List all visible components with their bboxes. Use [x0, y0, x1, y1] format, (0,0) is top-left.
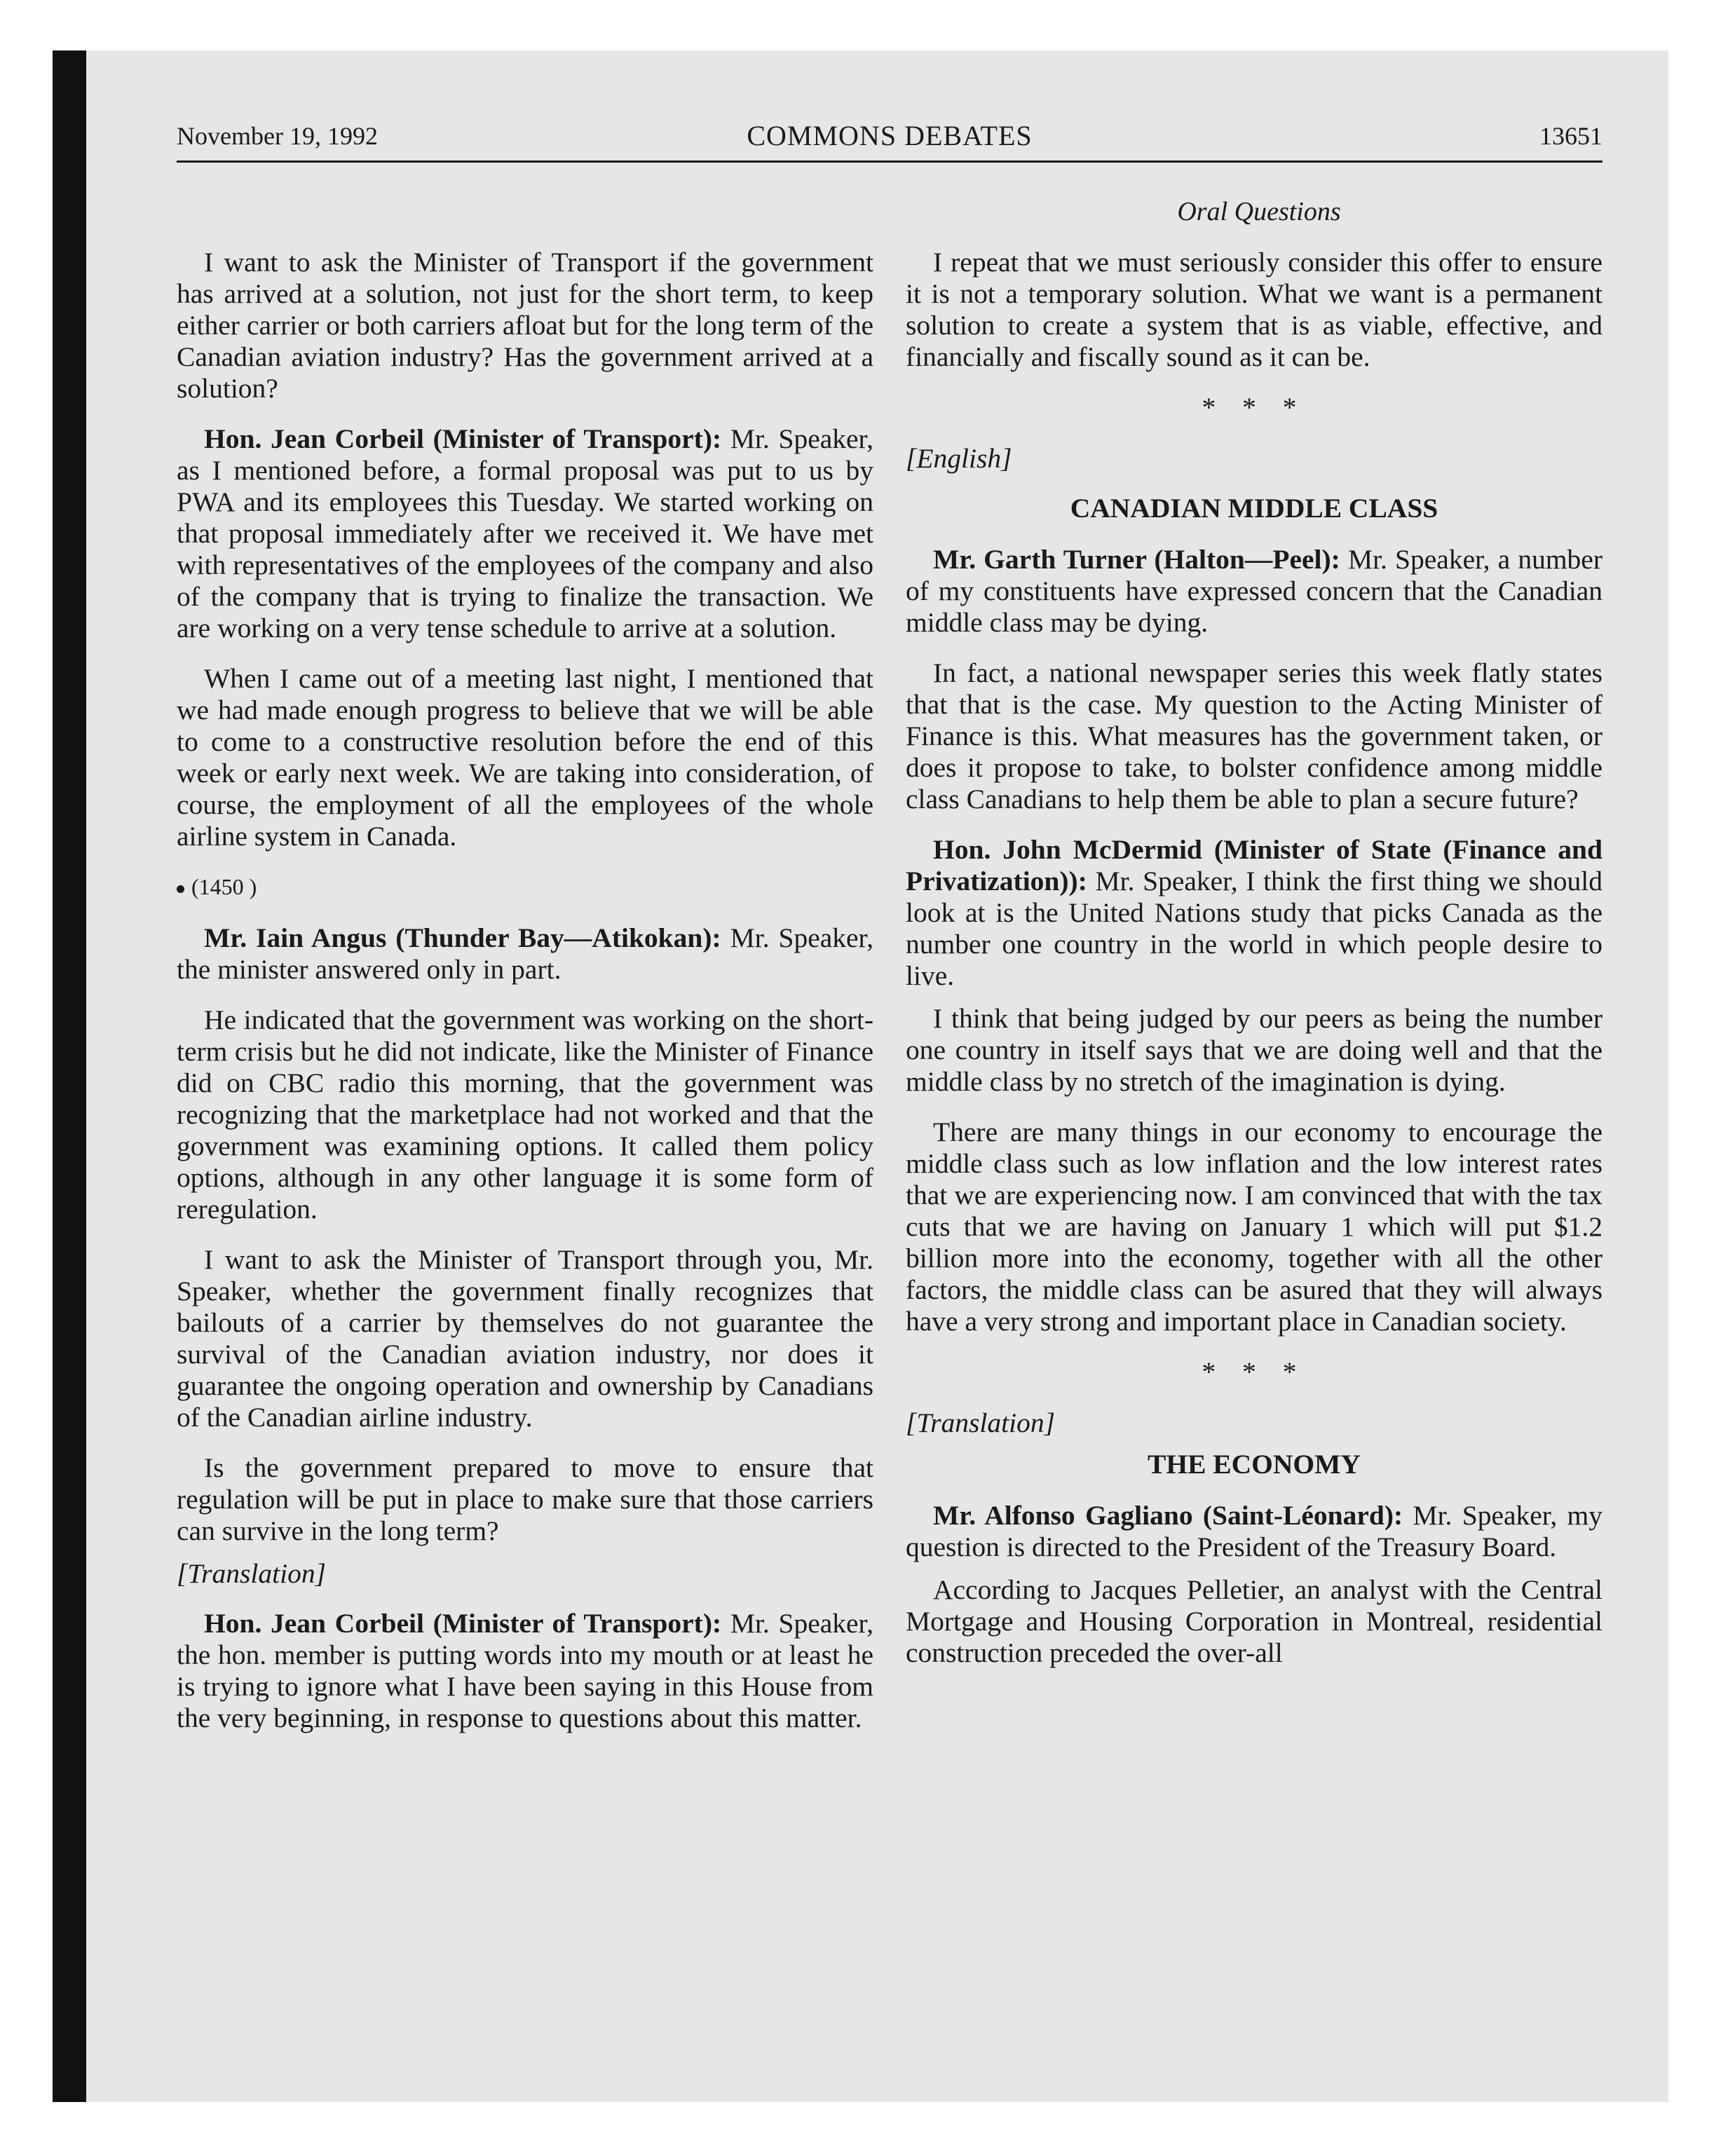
- speech-paragraph: [906, 834, 1603, 992]
- section-heading: THE ECONOMY: [1148, 1449, 1361, 1480]
- header-title: COMMONS DEBATES: [747, 120, 1033, 151]
- speech-paragraph: [177, 922, 873, 985]
- speaker-name: Hon. Jean Corbeil (Minister of Transport):: [204, 423, 722, 454]
- page-header: [177, 121, 1603, 163]
- paragraph: I repeat that we must seriously consider this offer to ensure it is not a temporary solution. What we want is a permanent solution to create a system that is as viable, effective, and financially and fiscally sound as it can be.: [906, 247, 1603, 372]
- timestamp: [177, 871, 873, 903]
- speech-paragraph: [177, 423, 873, 644]
- section-separator: * * *: [1202, 392, 1307, 423]
- speech-paragraph: [906, 544, 1603, 639]
- speech-text: Mr. Speaker, my question is directed to the President of the Treasury Board.: [906, 1500, 1603, 1562]
- paragraph: I want to ask the Minister of Transport through you, Mr. Speaker, whether the government finally recognizes that bailouts of a carrier by themselves do not guarantee the survival of the Canadian aviation industry, nor does it guarantee the ongoing operation and ownership by Canadians of the Canadian airline industry.: [177, 1244, 873, 1433]
- bullet-icon: [177, 885, 184, 893]
- right-column: [906, 247, 1603, 1688]
- timestamp-text: (1450 ): [191, 874, 257, 899]
- speech-text: Mr. Speaker, I think the first thing we should look at is the United Nations study that picks Canada as the number one country in the world in which people desire to live.: [906, 866, 1603, 991]
- scan-edge-shadow: [53, 50, 86, 2102]
- speaker-name: Hon. Jean Corbeil (Minister of Transport):: [204, 1608, 722, 1639]
- speech-text: Mr. Speaker, the hon. member is putting words into my mouth or at least he is trying to ignore what I have been saying in this House from the very beginning, in response to questions about this matter.: [177, 1608, 874, 1733]
- speech-paragraph: [177, 1608, 873, 1734]
- paragraph: In fact, a national newspaper series this week flatly states that that is the case. My question to the Acting Minister of Finance is this. What measures has the government taken, or does it propose to take, to bolster confidence among middle class Canadians to help them be able to plan a secure future?: [906, 657, 1603, 814]
- speech-text: Mr. Speaker, the minister answered only in part.: [177, 922, 874, 985]
- running-head: Oral Questions: [1177, 197, 1341, 226]
- paragraph: Is the government prepared to move to ensure that regulation will be put in place to make sure that those carriers can survive in the long term?: [177, 1452, 873, 1546]
- header-page-number: 13651: [1539, 122, 1603, 150]
- paragraph: According to Jacques Pelletier, an analyst with the Central Mortgage and Housing Corporation in Montreal, residential construction preceded the over-all: [906, 1574, 1603, 1668]
- speaker-name: Hon. John McDermid (Minister of State (Finance and Privatization)):: [906, 834, 1603, 896]
- speech-text: Mr. Speaker, a number of my constituents have expressed concern that the Canadian middle class may be dying.: [906, 544, 1603, 638]
- language-label: [Translation]: [177, 1558, 326, 1589]
- language-label: [English]: [906, 443, 1012, 474]
- section-heading: CANADIAN MIDDLE CLASS: [1070, 493, 1438, 524]
- speech-text: Mr. Speaker, as I mentioned before, a formal proposal was put to us by PWA and its employees this Tuesday. We started working on that proposal immediately after we received it. We have met with representatives of the employees of the company and also of the company that is trying to finalize the transaction. We are working on a very tense schedule to arrive at a solution.: [177, 423, 874, 643]
- left-column: [177, 247, 873, 1753]
- paragraph: When I came out of a meeting last night, I mentioned that we had made enough progress to believe that we will be able to come to a constructive resolution before the end of this week or early next week. We are taking into consideration, of course, the employment of all the employees of the whole airline system in Canada.: [177, 663, 873, 852]
- speaker-name: Mr. Alfonso Gagliano (Saint-Léonard):: [933, 1500, 1403, 1531]
- speaker-name: Mr. Garth Turner (Halton—Peel):: [933, 544, 1340, 575]
- paragraph: I think that being judged by our peers as being the number one country in itself says that we are doing well and that the middle class by no stretch of the imagination is dying.: [906, 1003, 1603, 1097]
- speaker-name: Mr. Iain Angus (Thunder Bay—Atikokan):: [204, 922, 721, 953]
- header-rule: [177, 161, 1603, 163]
- speech-paragraph: [906, 1500, 1603, 1563]
- paragraph: He indicated that the government was working on the short-term crisis but he did not indicate, like the Minister of Finance did on CBC radio this morning, that the government was recognizing that the marketplace had not worked and that the government was examining options. It called them policy options, although in any other language it is some form of reregulation.: [177, 1004, 873, 1224]
- paragraph: There are many things in our economy to encourage the middle class such as low inflation and the low interest rates that we are experiencing now. I am convinced that with the tax cuts that we are having on January 1 which will put $1.2 billion more into the economy, together with all the other factors, the middle class can be asured that they will always have a very strong and important place in Canadian society.: [906, 1117, 1603, 1337]
- language-label: [Translation]: [906, 1407, 1055, 1438]
- section-separator: * * *: [1202, 1356, 1307, 1387]
- paragraph: I want to ask the Minister of Transport if the government has arrived at a solution, not just for the short term, to keep either carrier or both carriers afloat but for the long term of the Canadian aviation industry? Has the government arrived at a solution?: [177, 247, 873, 404]
- header-date: November 19, 1992: [177, 122, 378, 150]
